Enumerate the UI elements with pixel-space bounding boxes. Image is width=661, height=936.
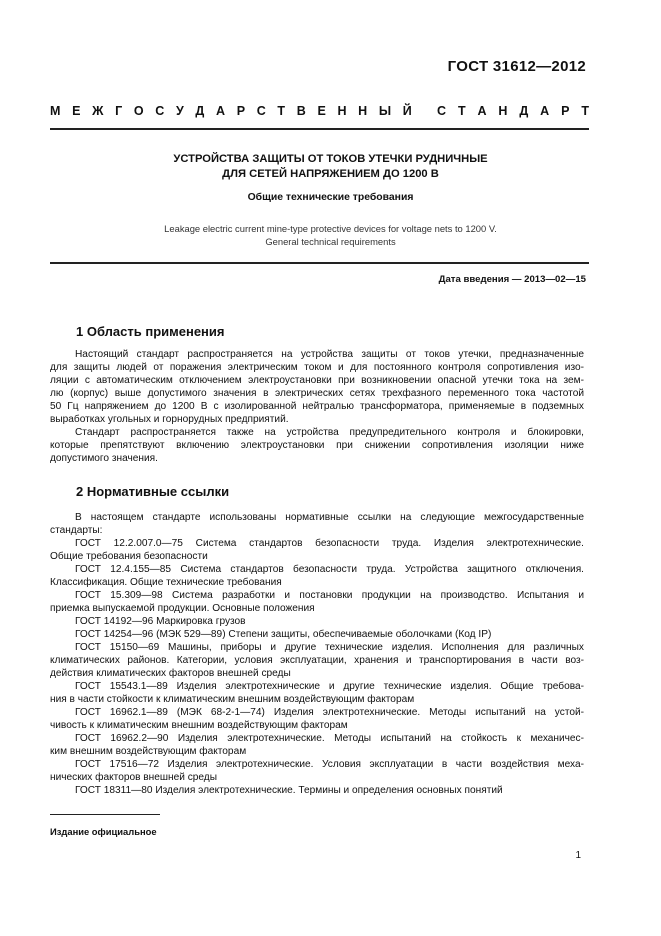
banner-letter: Н (337, 104, 347, 118)
body-line: допустимого значения. (50, 453, 158, 464)
banner-letter: У (175, 104, 184, 118)
body-line: ляции с автоматическим отключением электроустановки при возникновении опасной утечки тока на зем- (50, 375, 584, 386)
banner-letter: Д (195, 104, 205, 118)
banner-letter: Д (519, 104, 529, 118)
body-line: выработках угольных и горнорудных предприятий. (50, 414, 289, 425)
section-1-heading: 1 Область применения (76, 324, 225, 339)
banner-letter: Н (358, 104, 368, 118)
banner-letter: С (155, 104, 165, 118)
standard-banner (50, 104, 589, 118)
banner-letter: М (50, 104, 61, 118)
reference-line: ГОСТ 15543.1—89 Изделия электротехнические и другие технические изделия. Общие требова- (75, 681, 584, 692)
banner-left-word (50, 104, 412, 118)
reference-line: действия климатических факторов внешней среды (50, 668, 291, 679)
title-line-1: УСТРОЙСТВА ЗАЩИТЫ ОТ ТОКОВ УТЕЧКИ РУДНИЧНЫЕ (173, 153, 488, 165)
reference-line: ким внешним воздействующим факторам (50, 746, 247, 757)
header-rule (50, 128, 589, 130)
reference-line: ГОСТ 16962.1—89 (МЭК 68-2-1—74) Изделия электротехнические. Методы испытаний на устой- (75, 707, 584, 718)
banner-letter: Т (457, 104, 466, 118)
body-line: для защиты людей от поражения электрическим током и для постоянного контроля сопротивления изо- (50, 362, 584, 373)
reference-line: приемка выпускаемой продукции. Основные положения (50, 603, 315, 614)
reference-line: Классификация. Общие технические требования (50, 577, 282, 588)
reference-line: Общие требования безопасности (50, 551, 208, 562)
reference-line: ГОСТ 15150—69 Машины, приборы и другие технические изделия. Исполнения для различных (75, 642, 584, 653)
banner-letter: А (477, 104, 487, 118)
banner-letter: С (256, 104, 266, 118)
reference-line: ГОСТ 17516—72 Изделия электротехнические. Условия эксплуатации в части воздействия меха- (75, 759, 584, 770)
reference-line: ГОСТ 15.309—98 Система разработки и постановки продукции на производство. Испытания и (75, 590, 584, 601)
body-line: 50 Гц напряжением до 1200 В с изолированной нейтралью трансформатора, применяемые в подземных (50, 401, 584, 412)
document-code: ГОСТ 31612—2012 (447, 58, 586, 75)
title-line-2: ДЛЯ СЕТЕЙ НАПРЯЖЕНИЕМ ДО 1200 В (222, 168, 439, 180)
banner-letter: Й (402, 104, 412, 118)
banner-letter: Е (72, 104, 81, 118)
document-subtitle: Общие технические требования (247, 192, 414, 203)
banner-letter: Р (561, 104, 570, 118)
banner-letter: Т (277, 104, 286, 118)
reference-line: ГОСТ 14192—96 Маркировка грузов (75, 616, 246, 627)
reference-line: ГОСТ 12.4.155—85 Система стандартов безопасности труда. Устройства защитного отключения. (75, 564, 584, 575)
banner-letter: Е (317, 104, 326, 118)
body-line: которые препятствуют включению электроустановки при снижении сопротивления изоляции ниже (50, 440, 584, 451)
reference-line: чивость к климатическим внешним воздействующим факторам (50, 720, 348, 731)
banner-letter: В (296, 104, 306, 118)
reference-line: ГОСТ 14254—96 (МЭК 529—89) Степени защиты, обеспечиваемые оболочками (Код IP) (75, 629, 492, 640)
section-2-heading: 2 Нормативные ссылки (76, 484, 230, 499)
body-line: Стандарт распространяется также на устройства предупредительного контроля и блокировки, (75, 427, 584, 438)
english-title-line-2: General technical requirements (265, 236, 396, 247)
body-line: стандарты: (50, 525, 103, 536)
banner-letter: Ж (92, 104, 104, 118)
banner-letter: О (133, 104, 144, 118)
body-line: Настоящий стандарт распространяется на устройства защиты от токов утечки, предназначенные (75, 349, 584, 360)
banner-letter: Ы (378, 104, 392, 118)
banner-letter: Р (236, 104, 246, 118)
banner-letter: Н (498, 104, 508, 118)
reference-line: ния в части стойкости к климатическим внешним воздействующим факторам (50, 694, 415, 705)
reference-line: нических факторов внешней среды (50, 772, 217, 783)
title-rule (50, 262, 589, 264)
edition-note: Издание официальное (50, 826, 157, 837)
banner-letter: Т (581, 104, 589, 118)
banner-right-word (437, 104, 589, 118)
page-number: 1 (575, 850, 581, 861)
banner-letter: Г (115, 104, 123, 118)
reference-line: ГОСТ 18311—80 Изделия электротехнические. Термины и определения основных понятий (75, 785, 503, 796)
reference-line: климатических районов. Категории, условия эксплуатации, хранения и транспортирования в части воз- (50, 655, 584, 666)
body-line: В настоящем стандарте использованы нормативные ссылки на следующие межгосударственные (75, 512, 584, 523)
banner-letter: А (540, 104, 550, 118)
footer-rule (50, 814, 160, 815)
english-title-line-1: Leakage electric current mine-type protective devices for voltage nets to 1200 V. (164, 223, 497, 234)
intro-date: Дата введения — 2013—02—15 (438, 274, 586, 285)
banner-letter: С (437, 104, 447, 118)
banner-letter: А (216, 104, 226, 118)
reference-line: ГОСТ 12.2.007.0—75 Система стандартов безопасности труда. Изделия электротехнические. (75, 538, 584, 549)
body-line: лю (корпус) выше допустимого значения в электрических сетях трехфазного переменного тока частотой (50, 388, 584, 399)
reference-line: ГОСТ 16962.2—90 Изделия электротехнические. Методы испытаний на стойкость к механичес- (75, 733, 584, 744)
